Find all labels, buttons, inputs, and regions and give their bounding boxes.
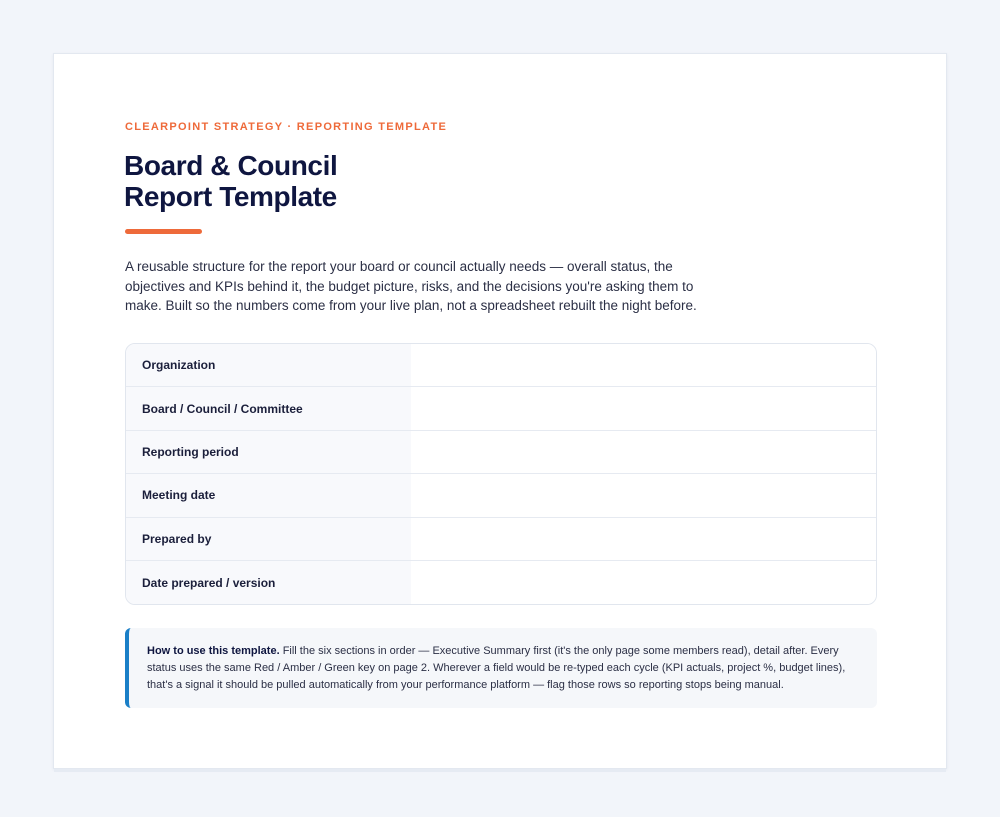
metadata-row-reporting-period: [126, 431, 876, 474]
page-title-line-2: Report Template: [124, 181, 337, 212]
meeting-date-field[interactable]: [411, 474, 876, 516]
metadata-row-date-prepared: [126, 561, 876, 604]
prepared-by-field[interactable]: [411, 518, 876, 560]
metadata-label: Meeting date: [126, 474, 411, 516]
report-metadata-table: [125, 343, 877, 605]
callout-body: Fill the six sections in order — Executive Summary first (it's the only page some members read), detail after. Every status uses the same Red / Amber / Green key on page 2. Wherever a field would be re-typed each cycle (KPI actuals, project %, budget lines), that's a signal it should be pulled automatically from your performance platform — flag those rows so reporting stops being manual.: [147, 645, 846, 691]
metadata-label: Reporting period: [126, 431, 411, 473]
usage-instructions-callout: [125, 628, 877, 708]
metadata-label: Board / Council / Committee: [126, 387, 411, 429]
metadata-label: Organization: [126, 344, 411, 386]
page-title: [124, 150, 524, 212]
intro-paragraph: A reusable structure for the report your board or council actually needs — overall status, the objectives and KPIs behind it, the budget picture, risks, and the decisions you're asking them to make. Built so the numbers come from your live plan, not a spreadsheet rebuilt the night before.: [125, 259, 697, 313]
metadata-label: Prepared by: [126, 518, 411, 560]
page-title-line-1: Board & Council: [124, 150, 338, 181]
document-page: [53, 53, 947, 769]
metadata-row-meeting-date: [126, 474, 876, 517]
board-council-committee-field[interactable]: [411, 387, 876, 429]
reporting-period-field[interactable]: [411, 431, 876, 473]
date-prepared-version-field[interactable]: [411, 561, 876, 604]
eyebrow-label: CLEARPOINT STRATEGY · REPORTING TEMPLATE: [125, 121, 448, 133]
metadata-row-board: [126, 387, 876, 430]
metadata-label: Date prepared / version: [126, 561, 411, 604]
metadata-row-organization: [126, 344, 876, 387]
callout-lead: How to use this template.: [147, 645, 280, 657]
title-accent-divider: [125, 229, 202, 234]
organization-field[interactable]: [411, 344, 876, 386]
metadata-row-prepared-by: [126, 518, 876, 561]
